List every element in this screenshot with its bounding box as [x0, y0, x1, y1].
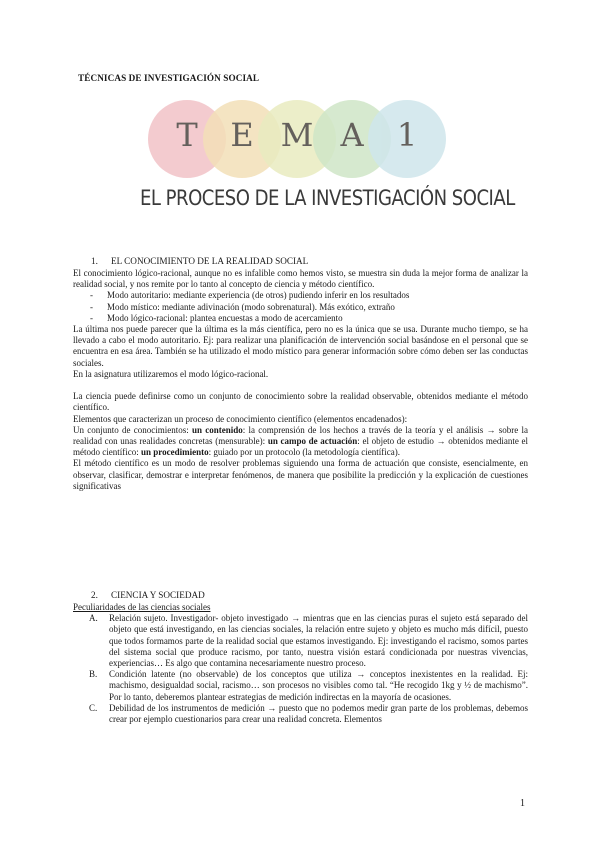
paragraph: El método científico es un modo de resolver problemas siguiendo una forma de actuación que consiste, esencialmente, en observar, clasificar, demostrar e interpretar fenómenos, de manera que posibilite la predicción y la explicación de cuestiones significativas: [73, 458, 528, 491]
bold-term: un contenido: [191, 424, 243, 435]
document-header: TÉCNICAS DE INVESTIGACIÓN SOCIAL: [78, 73, 260, 83]
banner-circle: [368, 100, 446, 178]
text-run: : la comprensión de los hechos a través de la teoría y el análisis → sobre la realidad con unas realidades concretas (mensurable):: [73, 424, 529, 447]
banner-letter: 1: [396, 116, 418, 154]
paragraph: La ciencia puede definirse como un conjunto de conocimiento sobre la realidad observable, obtenidos mediante el método científico.: [73, 391, 528, 413]
list-item: - Modo autoritario: mediante experiencia (de otros) pudiendo inferir en los resultados: [73, 290, 528, 301]
list-marker: C.: [89, 702, 98, 713]
bold-term: un campo de actuación: [267, 436, 358, 447]
banner-letter: E: [230, 116, 254, 154]
paragraph: Elementos que caracterizan un proceso de conocimiento científico (elementos encadenados):: [73, 413, 408, 424]
paragraph: La última nos puede parecer que la última es la más científica, pero no es la única que se usa. Durante mucho tiempo, se ha llevado a cabo el modo autoritario. Ej: para realizar una planificación de intervención social basándose en el personal que se encuentra en esa área. También se ha utilizado el modo místico para generar información sobre cómo deben ser las conductas sociales.: [73, 324, 528, 368]
banner-letter: T: [176, 116, 198, 154]
text-run: : guiado por un protocolo (la metodología científica).: [208, 447, 401, 458]
text-run: : el objeto de estudio → obtenidos mediante el método científico:: [73, 436, 528, 458]
list-item: - Modo místico: mediante adivinación (modo sobrenatural). Más exótico, extraño: [73, 302, 528, 313]
section-title: CIENCIA Y SOCIEDAD: [111, 590, 205, 600]
list-item-text: Relación sujeto. Investigador- objeto investigado → mientras que en las ciencias puras el sujeto está separado del objeto que está investigando, en las ciencias sociales, la relación entre sujeto y objeto es mucho más difícil, puesto que todos formamos parte de la realidad social que estamos investigando. Ej: investigando el racismo, somos partes del sistema social que produce racismo, por tanto, nuestra visión estará condicionada por nuestras vivencias, experiencias… Es algo que contamina necesariamente nuestro proceso.: [109, 613, 528, 669]
paragraph: El conocimiento lógico-racional, aunque no es infalible como hemos visto, se muestra sin duda la mejor forma de analizar la realidad social, y nos remite por lo tanto al concepto de ciencia y método científico.: [73, 268, 528, 290]
list-item: [73, 703, 528, 725]
peculiarities-list: [73, 613, 528, 725]
paragraph: En la asignatura utilizaremos el modo lógico-racional.: [73, 368, 269, 379]
page-number: 1: [520, 798, 525, 809]
list-item: [73, 669, 528, 703]
bold-term: un procedimiento: [140, 447, 209, 458]
section-number: 1.: [91, 256, 98, 266]
list-item-text: Debilidad de los instrumentos de medición → puesto que no podemos medir gran parte de los problemas, debemos crear por ejemplo cuestionarios para crear una realidad concreta. Elementos: [109, 702, 528, 725]
section-2-body: [73, 602, 528, 725]
section-subtitle: Peculiaridades de las ciencias sociales: [73, 602, 211, 612]
section-2-heading: [91, 590, 205, 600]
list-item: [73, 613, 528, 669]
list-marker: A.: [89, 613, 98, 624]
section-number: 2.: [91, 590, 98, 600]
list-marker: B.: [89, 669, 98, 680]
section-1-heading: [91, 256, 308, 266]
list-item-text: Condición latente (no observable) de los conceptos que utiliza → conceptos inexistentes en la realidad. Ej: machismo, desigualdad social, racismo… son procesos no visibles como tal. “He recogido 1kg y ½ de machismo”. Por lo tanto, deberemos plantear estrategias de medición indirectas en la mayoría de ocasiones.: [109, 669, 528, 702]
text-run: Un conjunto de conocimientos:: [73, 424, 192, 435]
section-title: EL CONOCIMIENTO DE LA REALIDAD SOCIAL: [111, 256, 309, 266]
banner-subtitle: EL PROCESO DE LA INVESTIGACIÓN SOCIAL: [140, 186, 515, 210]
paragraph: [73, 425, 528, 459]
list-item: - Modo lógico-racional: plantea encuestas a modo de acercamiento: [73, 313, 528, 324]
modes-list: [73, 290, 528, 324]
banner-letter: A: [340, 116, 364, 154]
section-1-body: [73, 268, 528, 492]
banner-letter: M: [280, 116, 314, 154]
title-banner: [148, 100, 448, 178]
